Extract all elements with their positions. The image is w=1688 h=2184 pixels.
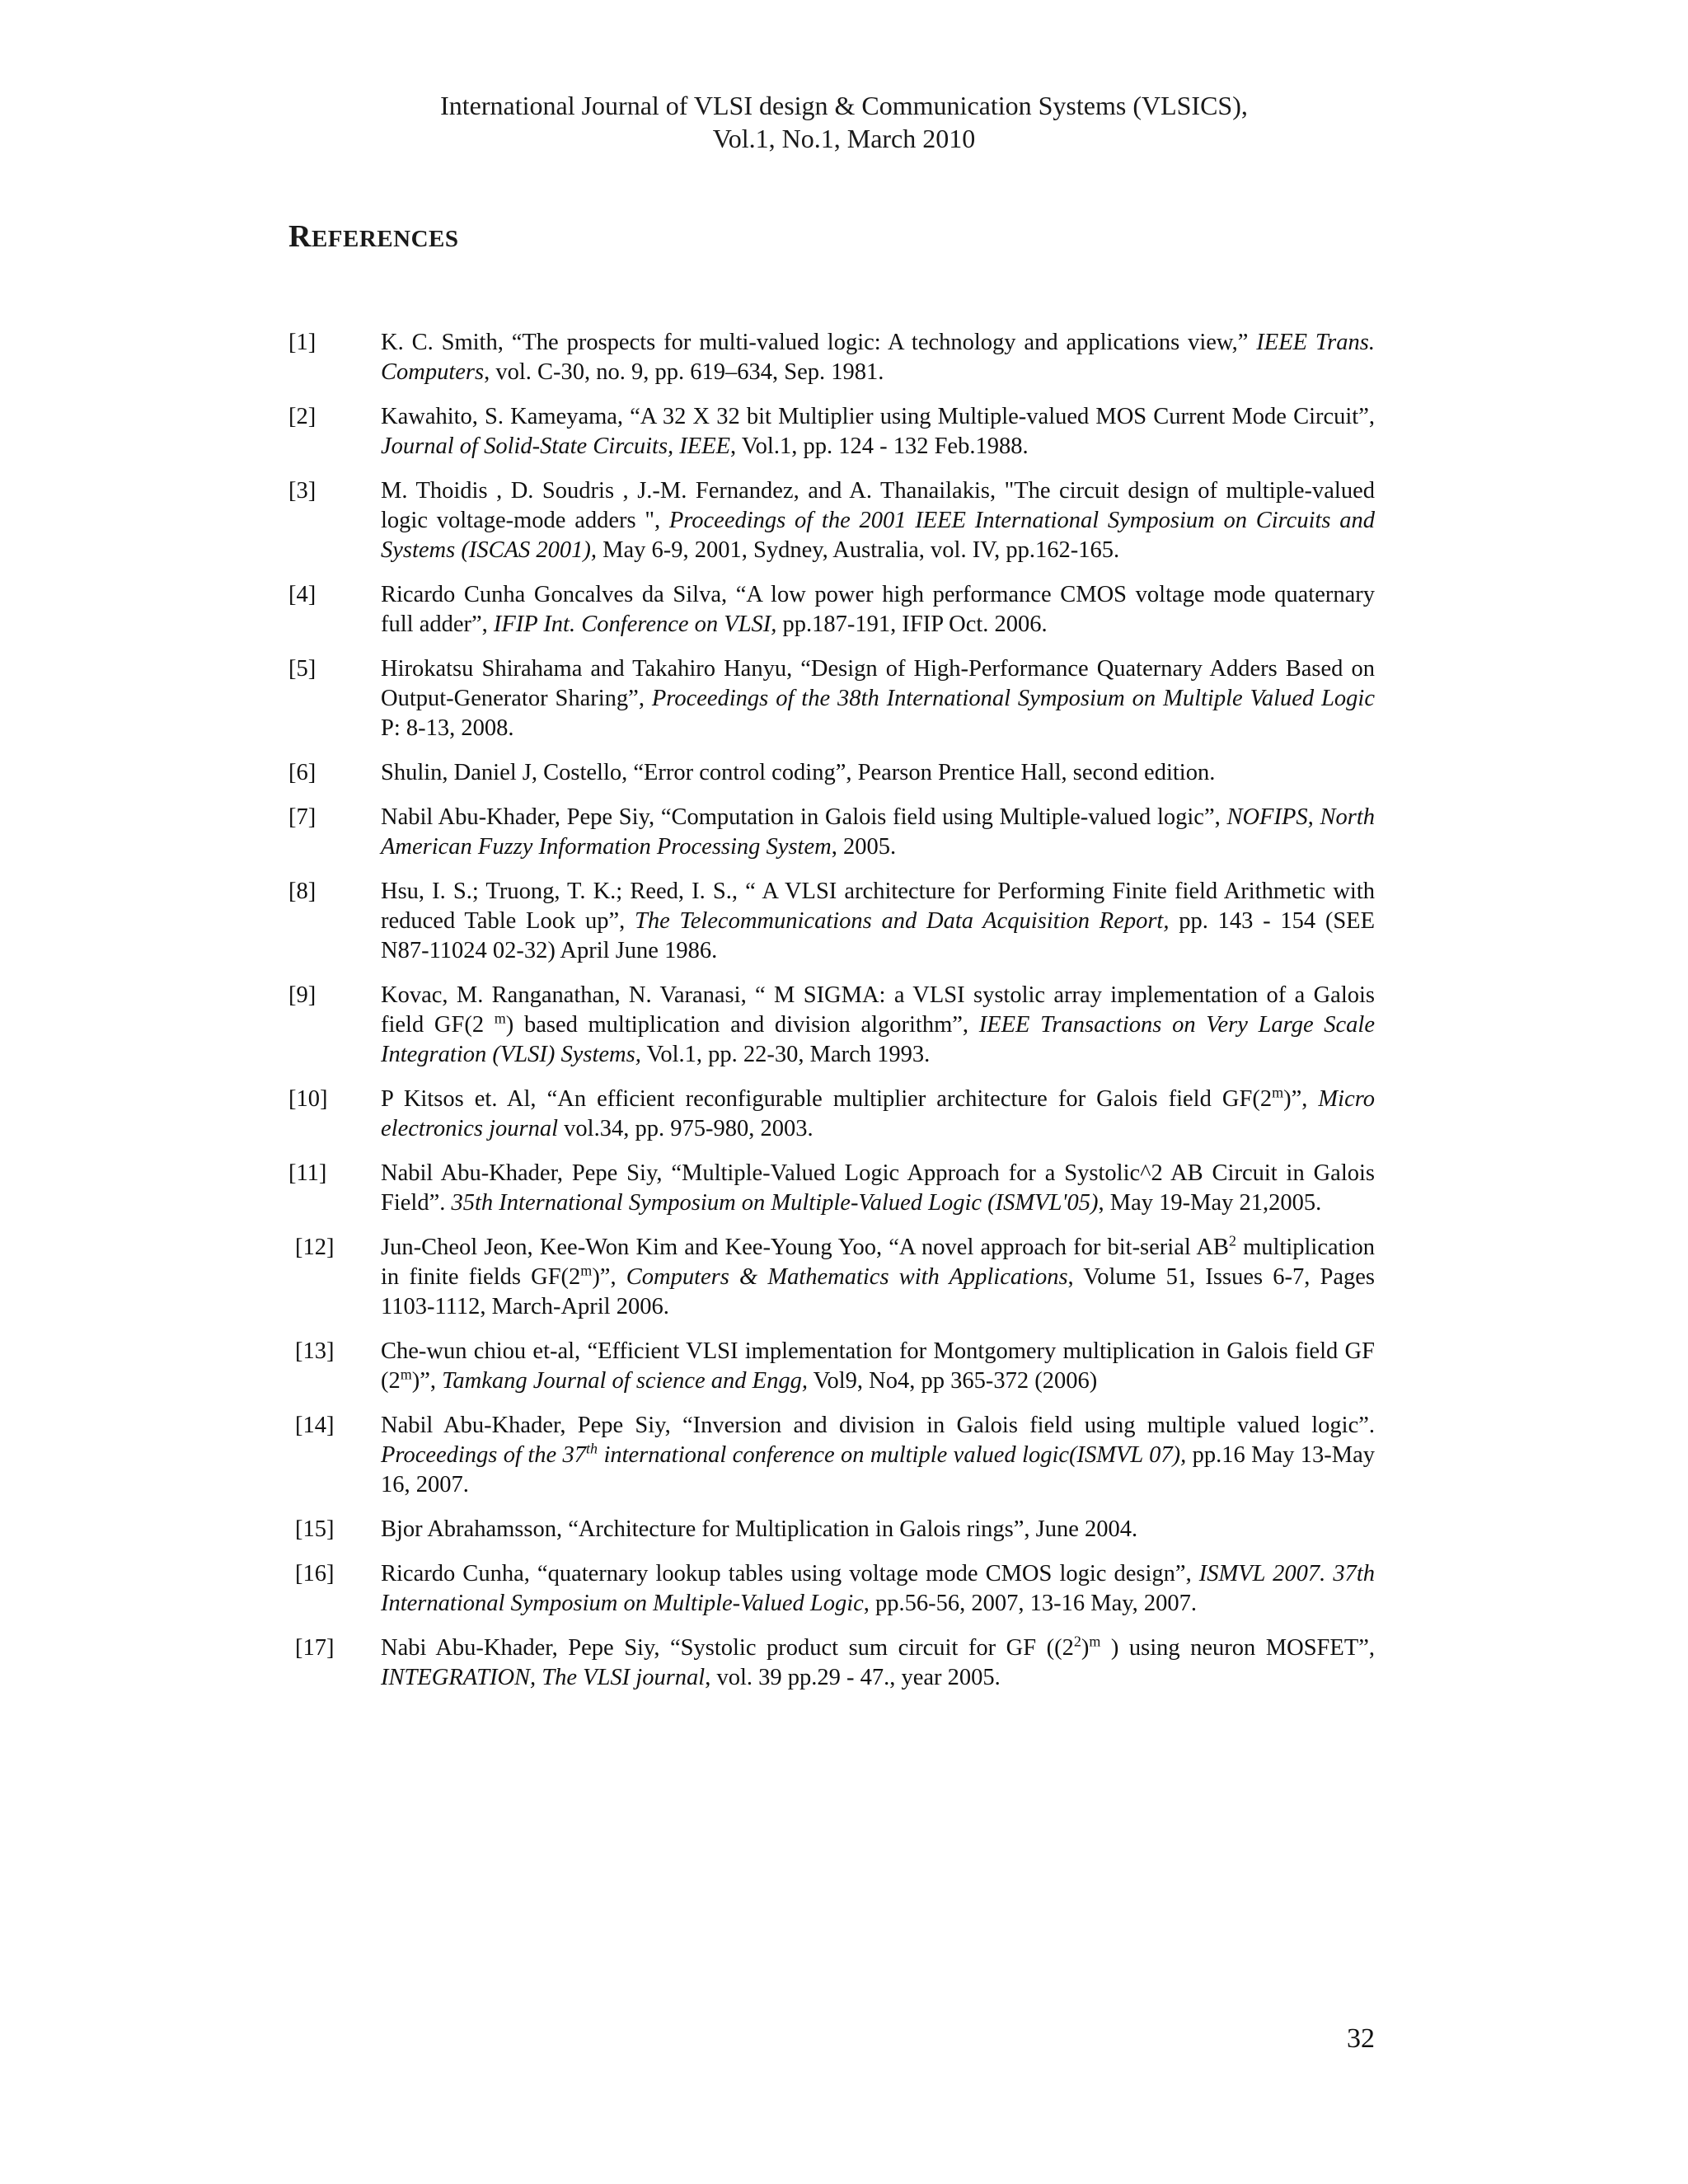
- reference-text: [381, 803, 1375, 862]
- reference-venue: IEEE Transactions on Very Large Scale Integration (VLSI) Systems,: [381, 1012, 1376, 1067]
- reference-superscript: th: [586, 1440, 598, 1457]
- reference-segment: Nabil Abu-Khader, Pepe Siy, “Computation in Galois field using Multiple-valued logic”,: [381, 804, 1227, 830]
- reference-text: [381, 476, 1375, 565]
- reference-text: [381, 402, 1375, 462]
- reference-number: [2]: [288, 404, 316, 429]
- running-header: [0, 89, 1688, 155]
- reference-number: [15]: [295, 1516, 335, 1542]
- reference-segment: , Volume 51, Issues 6-7, Pages 1103-1112, March-April 2006.: [381, 1264, 1375, 1319]
- reference-segment: ) based multiplication and division algorithm”,: [505, 1012, 979, 1038]
- reference-superscript: m: [1272, 1084, 1284, 1101]
- reference-item: [288, 1633, 1375, 1693]
- reference-segment: Hsu, I. S.; Truong, T. K.; Reed, I. S., “ A VLSI architecture for Performing Finite field Arithmetic with reduced Table Look up”,: [381, 879, 1375, 934]
- reference-text: [381, 1411, 1375, 1500]
- reference-text: [381, 654, 1375, 743]
- reference-segment: Nabi Abu-Khader, Pepe Siy, “Systolic product sum circuit for GF ((2: [381, 1635, 1074, 1661]
- reference-text: [381, 981, 1375, 1070]
- reference-segment: Kovac, M. Ranganathan, N. Varanasi, “ M SIGMA: a VLSI systolic array implementation of a Galois field GF(2: [381, 982, 1375, 1038]
- reference-venue: IEEE Trans. Computers: [381, 330, 1375, 385]
- reference-segment: P: 8-13, 2008.: [381, 715, 514, 741]
- reference-item: [288, 877, 1375, 966]
- reference-segment: , vol. 39 pp.29 - 47., year 2005.: [705, 1665, 1001, 1690]
- reference-superscript: 2: [1228, 1232, 1236, 1249]
- page-number: 32: [1347, 2023, 1375, 2054]
- reference-superscript: m: [1089, 1633, 1101, 1650]
- journal-issue-line: Vol.1, No.1, March 2010: [712, 124, 976, 153]
- reference-item: [288, 1559, 1375, 1619]
- reference-text: [381, 328, 1375, 387]
- reference-segment: , Vol.1, pp. 124 - 132 Feb.1988.: [730, 434, 1029, 459]
- reference-segment: pp.187-191, IFIP Oct. 2006.: [776, 612, 1048, 637]
- reference-segment: Shulin, Daniel J, Costello, “Error control coding”, Pearson Prentice Hall, second edition.: [381, 760, 1216, 785]
- reference-venue: ISMVL 2007. 37th International Symposium on Multiple-Valued Logic: [381, 1561, 1375, 1616]
- reference-superscript: m: [494, 1010, 506, 1027]
- reference-number: [14]: [295, 1413, 335, 1438]
- reference-segment: pp.16 May 13-May 16, 2007.: [381, 1442, 1375, 1497]
- reference-list: [288, 328, 1375, 1708]
- reference-item: [288, 654, 1375, 743]
- reference-venue: IFIP Int. Conference on VLSI,: [493, 612, 777, 637]
- reference-superscript: 2: [1073, 1633, 1081, 1650]
- reference-segment: multiplication in finite fields GF(2: [381, 1235, 1375, 1290]
- reference-number: [1]: [288, 330, 316, 355]
- reference-item: [288, 1085, 1375, 1144]
- reference-segment: Hirokatsu Shirahama and Takahiro Hanyu, “Design of High-Performance Quaternary Adders Based on Output-Generator Sharing”,: [381, 656, 1375, 711]
- reference-item: [288, 981, 1375, 1070]
- reference-text: [381, 1159, 1375, 1218]
- reference-segment: , May 19-May 21,2005.: [1098, 1190, 1322, 1216]
- reference-number: [11]: [288, 1160, 327, 1186]
- reference-segment: )”,: [1283, 1086, 1319, 1112]
- reference-number: [10]: [288, 1086, 328, 1112]
- reference-item: [288, 1233, 1375, 1322]
- reference-text: [381, 758, 1375, 788]
- reference-venue: NOFIPS, North American Fuzzy Information Processing System: [381, 804, 1376, 860]
- reference-item: [288, 1515, 1375, 1544]
- reference-number: [5]: [288, 656, 316, 682]
- reference-item: [288, 803, 1375, 862]
- reference-segment: vol.34, pp. 975-980, 2003.: [558, 1116, 814, 1141]
- reference-segment: K. C. Smith, “The prospects for multi-valued logic: A technology and applications view,”: [381, 330, 1257, 355]
- reference-number: [8]: [288, 879, 316, 904]
- reference-text: [381, 1085, 1375, 1144]
- reference-item: [288, 758, 1375, 788]
- reference-segment: , pp.56-56, 2007, 13-16 May, 2007.: [863, 1591, 1198, 1616]
- reference-segment: pp. 143 - 154 (SEE N87-11024 02-32) April June 1986.: [381, 908, 1375, 963]
- reference-venue: Proceedings of the 38th International Symposium on Multiple Valued Logic: [651, 686, 1375, 711]
- reference-venue: Micro electronics journal: [381, 1086, 1376, 1141]
- reference-segment: ) using neuron MOSFET”,: [1100, 1635, 1375, 1661]
- reference-segment: , 2005.: [831, 834, 897, 860]
- reference-segment: Bjor Abrahamsson, “Architecture for Multiplication in Galois rings”, June 2004.: [381, 1516, 1138, 1542]
- journal-title-line: International Journal of VLSI design & Communication Systems (VLSICS),: [440, 91, 1248, 120]
- reference-number: [12]: [295, 1235, 335, 1260]
- reference-text: [381, 1559, 1375, 1619]
- section-heading-references: [288, 218, 459, 255]
- reference-segment: Jun-Cheol Jeon, Kee-Won Kim and Kee-Young Yoo, “A novel approach for bit-serial AB: [381, 1235, 1229, 1260]
- reference-segment: ): [1081, 1635, 1090, 1661]
- section-heading-rest: EFERENCES: [311, 226, 459, 252]
- reference-number: [6]: [288, 760, 316, 785]
- reference-segment: )”,: [592, 1264, 626, 1290]
- reference-segment: Ricardo Cunha Goncalves da Silva, “A low power high performance CMOS voltage mode quaternary full adder”,: [381, 582, 1375, 637]
- reference-text: [381, 1633, 1375, 1693]
- reference-segment: P Kitsos et. Al, “An efficient reconfigurable multiplier architecture for Galois field GF(2: [381, 1086, 1273, 1112]
- reference-superscript: m: [400, 1366, 412, 1383]
- reference-number: [13]: [295, 1338, 335, 1364]
- reference-superscript: m: [580, 1262, 593, 1279]
- reference-item: [288, 328, 1375, 387]
- reference-segment: , vol. C-30, no. 9, pp. 619–634, Sep. 1981.: [484, 359, 884, 385]
- reference-text: [381, 877, 1375, 966]
- reference-item: [288, 402, 1375, 462]
- reference-text: [381, 1337, 1375, 1396]
- reference-item: [288, 1337, 1375, 1396]
- reference-venue: Proceedings of the 2001 IEEE International Symposium on Circuits and Systems (ISCAS 2001),: [381, 508, 1375, 563]
- reference-segment: Kawahito, S. Kameyama, “A 32 X 32 bit Multiplier using Multiple-valued MOS Current Mode Circuit”,: [381, 404, 1375, 429]
- reference-item: [288, 1411, 1375, 1500]
- reference-venue: international conference on multiple valued logic(ISMVL 07),: [598, 1442, 1187, 1468]
- reference-venue: The Telecommunications and Data Acquisition Report,: [634, 908, 1170, 934]
- reference-number: [9]: [288, 982, 316, 1008]
- reference-venue: Journal of Solid-State Circuits, IEEE: [381, 434, 731, 459]
- section-heading-initial: R: [288, 219, 312, 254]
- reference-segment: Nabil Abu-Khader, Pepe Siy, “Multiple-Valued Logic Approach for a Systolic^2 AB Circuit in Galois Field”.: [381, 1160, 1375, 1216]
- reference-item: [288, 476, 1375, 565]
- reference-segment: Che-wun chiou et-al, “Efficient VLSI implementation for Montgomery multiplication in Galois field GF (2: [381, 1338, 1375, 1394]
- reference-number: [16]: [295, 1561, 335, 1586]
- reference-segment: Ricardo Cunha, “quaternary lookup tables using voltage mode CMOS logic design”,: [381, 1561, 1199, 1586]
- reference-segment: )”,: [411, 1368, 443, 1394]
- reference-venue: Proceedings of the 37: [381, 1442, 587, 1468]
- reference-number: [4]: [288, 582, 316, 607]
- reference-segment: Vol.1, pp. 22-30, March 1993.: [640, 1042, 931, 1067]
- reference-venue: Tamkang Journal of science and Engg,: [442, 1368, 808, 1394]
- reference-item: [288, 580, 1375, 640]
- reference-item: [288, 1159, 1375, 1218]
- reference-text: [381, 580, 1375, 640]
- reference-segment: May 6-9, 2001, Sydney, Australia, vol. IV, pp.162-165.: [597, 537, 1120, 563]
- reference-venue: INTEGRATION, The VLSI journal: [381, 1665, 706, 1690]
- reference-segment: M. Thoidis , D. Soudris , J.-M. Fernandez, and A. Thanailakis, "The circuit design of multiple-valued logic voltage-mode adders ",: [381, 478, 1375, 533]
- reference-segment: Nabil Abu-Khader, Pepe Siy, “Inversion and division in Galois field using multiple valued logic”.: [381, 1413, 1375, 1438]
- reference-venue: Computers & Mathematics with Applications: [626, 1264, 1068, 1290]
- reference-venue: 35th International Symposium on Multiple-Valued Logic (ISMVL'05): [451, 1190, 1099, 1216]
- reference-text: [381, 1515, 1375, 1544]
- reference-number: [3]: [288, 478, 316, 504]
- reference-number: [7]: [288, 804, 316, 830]
- reference-segment: Vol9, No4, pp 365-372 (2006): [807, 1368, 1098, 1394]
- reference-number: [17]: [295, 1635, 335, 1661]
- reference-text: [381, 1233, 1375, 1322]
